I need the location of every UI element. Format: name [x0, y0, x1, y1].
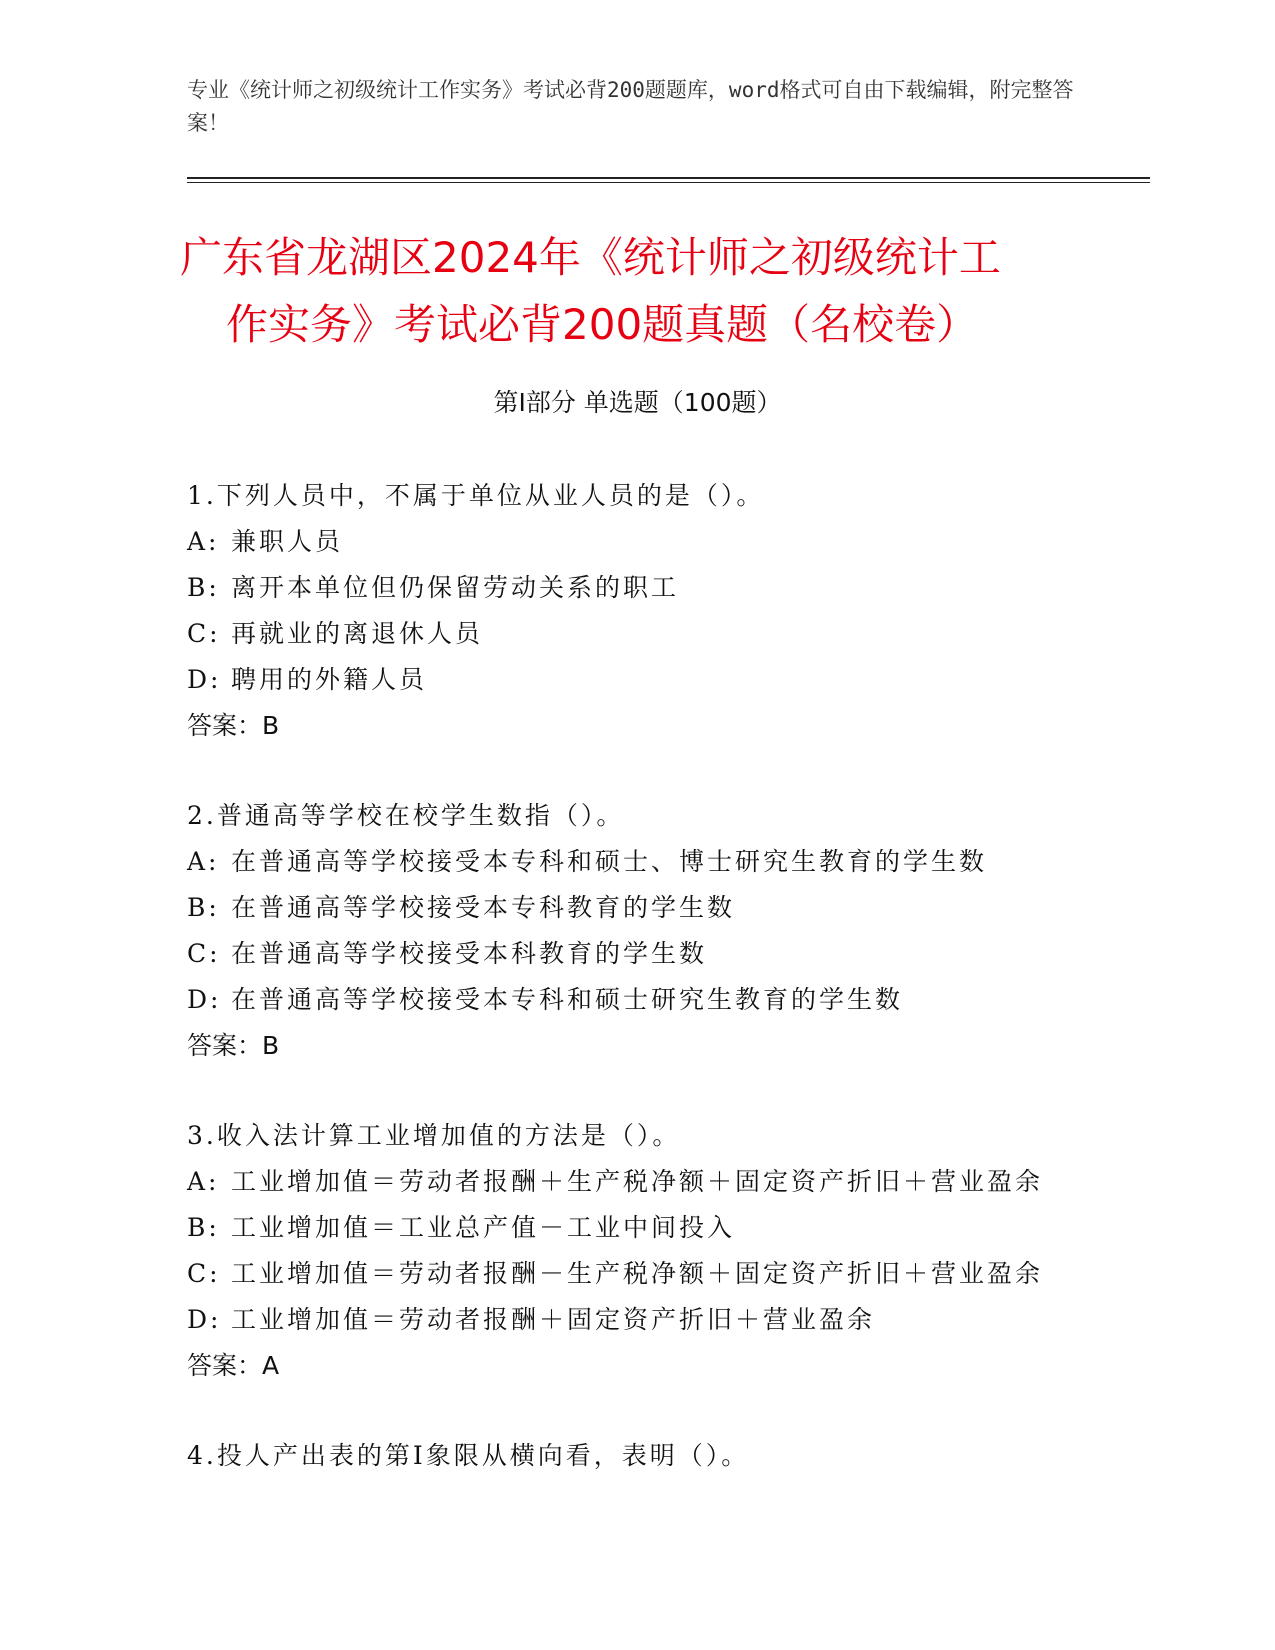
header-note: 专业《统计师之初级统计工作实务》考试必背200题题库，word格式可自由下载编辑，附完整答案！ [187, 78, 1074, 135]
option-letter: B: [187, 893, 220, 922]
option-c [187, 931, 1147, 977]
option-text: 工业增加值＝劳动者报酬＋固定资产折旧＋营业盈余 [231, 1305, 876, 1334]
option-b [187, 1205, 1147, 1251]
option-letter: D: [187, 985, 222, 1014]
option-text: 再就业的离退休人员 [231, 619, 484, 648]
option-text: 离开本单位但仍保留劳动关系的职工 [231, 573, 680, 602]
option-d [187, 657, 1147, 703]
option-letter: A: [187, 847, 220, 876]
option-text: 兼职人员 [231, 527, 344, 556]
question-4 [187, 1433, 1147, 1479]
option-text: 工业增加值＝劳动者报酬－生产税净额＋固定资产折旧＋营业盈余 [231, 1259, 1044, 1288]
option-d [187, 977, 1147, 1023]
header-divider-thick [187, 177, 1150, 179]
question-stem: 2.普通高等学校在校学生数指（）。 [187, 801, 625, 830]
answer-line: 答案：A [187, 1351, 280, 1380]
option-text: 聘用的外籍人员 [231, 665, 428, 694]
option-letter: A: [187, 527, 220, 556]
option-text: 工业增加值＝工业总产值－工业中间投入 [231, 1213, 736, 1242]
question-stem: 1.下列人员中，不属于单位从业人员的是（）。 [187, 481, 765, 510]
option-letter: B: [187, 573, 220, 602]
answer-line: 答案：B [187, 1031, 280, 1060]
option-letter: C: [187, 619, 221, 648]
option-d [187, 1297, 1147, 1343]
option-letter: D: [187, 665, 222, 694]
option-letter: B: [187, 1213, 220, 1242]
option-text: 在普通高等学校接受本专科和硕士研究生教育的学生数 [231, 985, 904, 1014]
option-letter: A: [187, 1167, 220, 1196]
section-title: 第Ⅰ部分 单选题（100题） [493, 388, 782, 417]
option-a [187, 839, 1147, 885]
document-title-line-1: 广东省龙湖区2024年《统计师之初级统计工 [180, 233, 1001, 282]
answer-line: 答案：B [187, 711, 280, 740]
document-title [180, 224, 1120, 358]
option-a [187, 519, 1147, 565]
option-c [187, 1251, 1147, 1297]
option-letter: C: [187, 939, 221, 968]
question-3 [187, 1113, 1147, 1389]
option-a [187, 1159, 1147, 1205]
option-b [187, 565, 1147, 611]
option-c [187, 611, 1147, 657]
question-2 [187, 793, 1147, 1069]
document-title-line-2: 作实务》考试必背200题真题（名校卷） [226, 300, 979, 349]
option-text: 在普通高等学校接受本专科教育的学生数 [231, 893, 736, 922]
option-text: 工业增加值＝劳动者报酬＋生产税净额＋固定资产折旧＋营业盈余 [231, 1167, 1044, 1196]
question-list [187, 473, 1147, 1479]
option-b [187, 885, 1147, 931]
option-letter: D: [187, 1305, 222, 1334]
option-letter: C: [187, 1259, 221, 1288]
question-stem: 3.收入法计算工业增加值的方法是（）。 [187, 1121, 681, 1150]
question-1 [187, 473, 1147, 749]
option-text: 在普通高等学校接受本专科和硕士、博士研究生教育的学生数 [231, 847, 988, 876]
header-divider-thin [187, 182, 1150, 183]
question-stem: 4.投人产出表的第Ⅰ象限从横向看，表明（）。 [187, 1441, 750, 1470]
option-text: 在普通高等学校接受本科教育的学生数 [231, 939, 708, 968]
